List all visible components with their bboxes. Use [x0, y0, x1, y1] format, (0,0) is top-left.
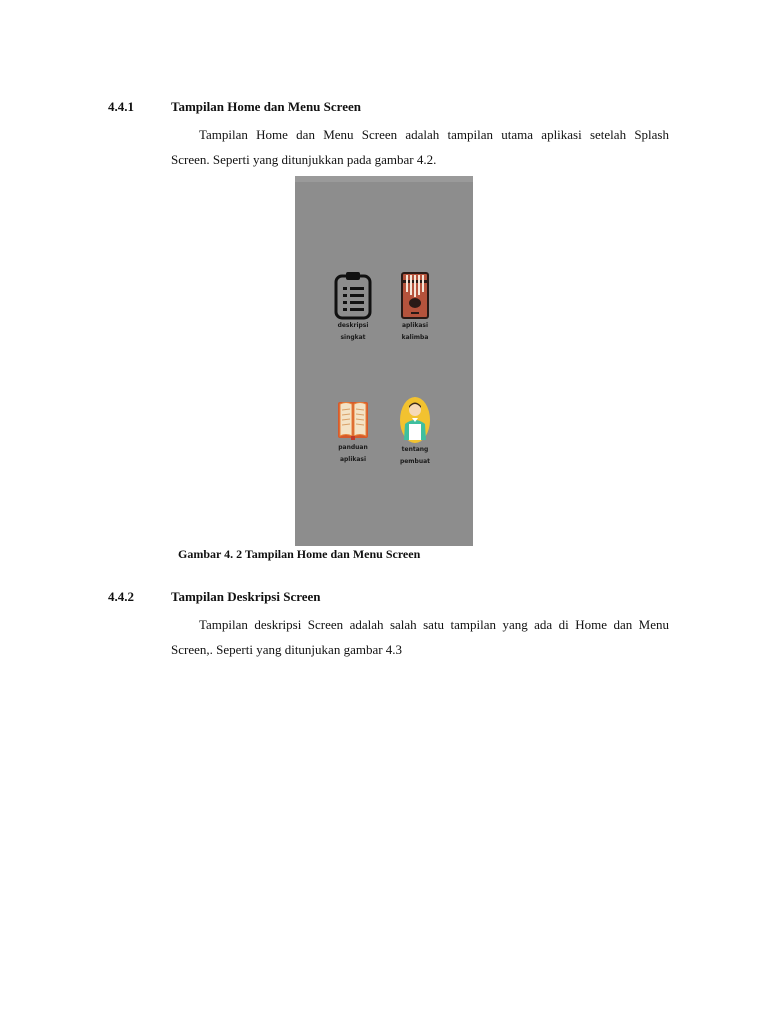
section-number-4-4-1: 4.4.1: [108, 99, 134, 114]
menu-label: pembuat: [399, 458, 431, 465]
menu-label: kalimba: [401, 334, 429, 341]
book-icon: [337, 398, 369, 442]
paragraph-line: Screen. Seperti yang ditunjukkan pada gambar 4.2.: [171, 152, 437, 167]
section-number-4-4-2: 4.4.2: [108, 589, 134, 604]
menu-item-panduan-aplikasi[interactable]: [326, 398, 380, 466]
menu-item-aplikasi-kalimba[interactable]: [388, 270, 442, 344]
figure-caption: Gambar 4. 2 Tampilan Home dan Menu Screen: [178, 547, 421, 561]
menu-item-tentang-pembuat[interactable]: [388, 396, 442, 468]
section-title-home-menu: Tampilan Home dan Menu Screen: [171, 99, 361, 114]
section-paragraph-deskripsi: [171, 612, 669, 662]
home-menu-screenshot: [295, 176, 473, 546]
paragraph-line: Tampilan Home dan Menu Screen adalah tampilan utama aplikasi setelah Splash: [199, 127, 669, 142]
kalimba-icon: [400, 270, 430, 320]
section-title-deskripsi: Tampilan Deskripsi Screen: [171, 589, 321, 604]
menu-label: deskripsi: [337, 322, 369, 329]
clipboard-icon: [333, 270, 373, 320]
person-icon: [399, 396, 431, 444]
menu-label: panduan: [338, 444, 368, 451]
menu-item-deskripsi-singkat[interactable]: [326, 270, 380, 344]
phone-status-bar: [295, 176, 473, 182]
menu-label: aplikasi: [401, 322, 429, 329]
menu-label: tentang: [401, 446, 429, 453]
menu-label: singkat: [340, 334, 366, 341]
paragraph-line: Screen,. Seperti yang ditunjukan gambar 4.3: [171, 642, 403, 657]
menu-label: aplikasi: [339, 456, 367, 463]
paragraph-line: Tampilan deskripsi Screen adalah salah satu tampilan yang ada di Home dan Menu: [199, 617, 669, 632]
section-paragraph-home-menu: [171, 122, 669, 172]
